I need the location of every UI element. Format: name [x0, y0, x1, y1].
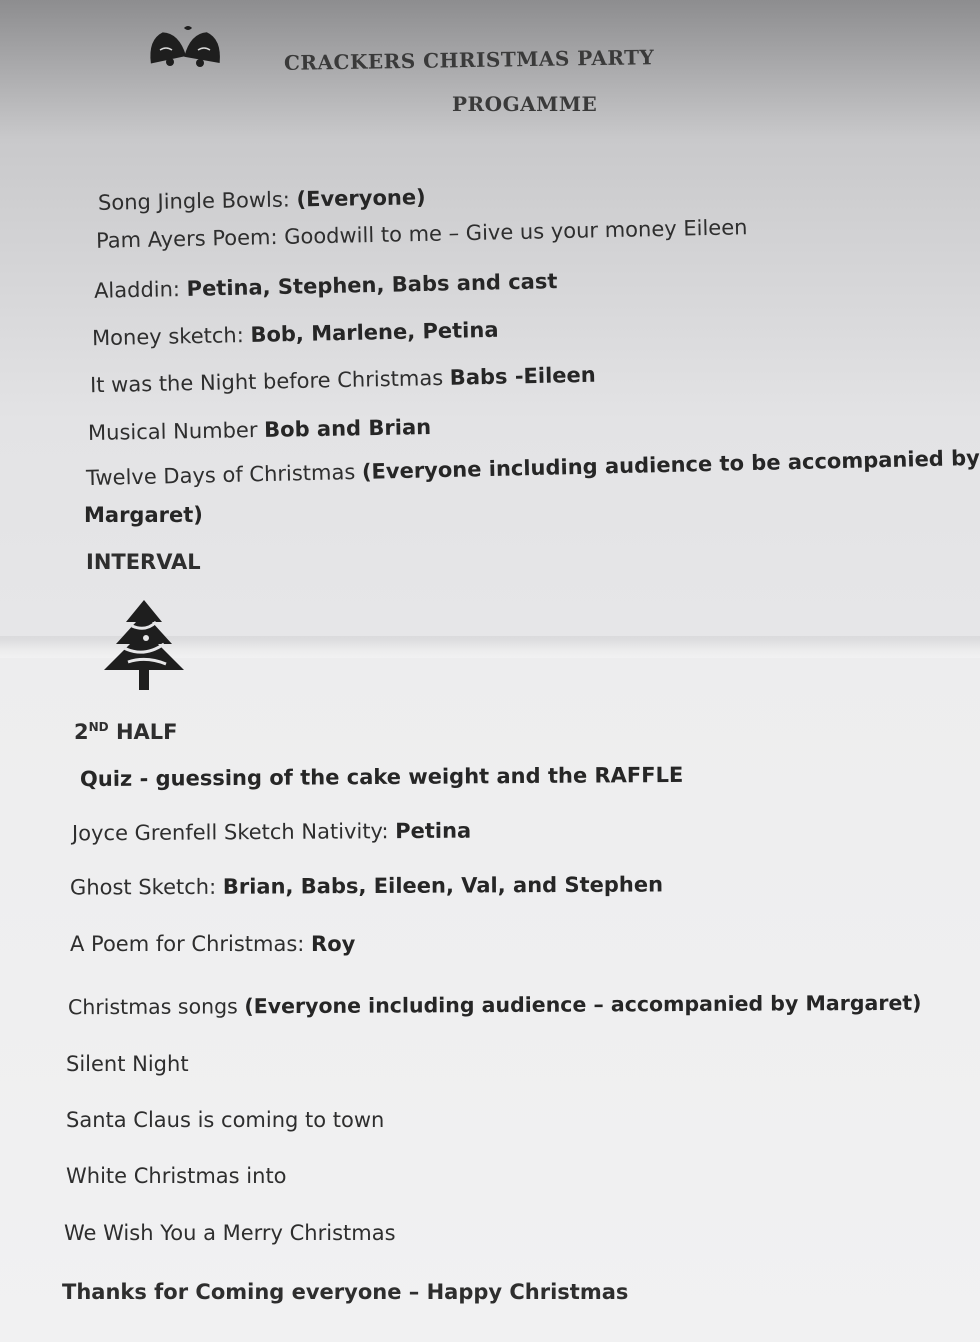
page-subtitle: PROGAMME [452, 92, 598, 116]
list-item: Pam Ayers Poem: Goodwill to me – Give us your money Eileen [95, 215, 748, 253]
list-item: Twelve Days of Christmas (Everyone including audience to be accompanied by [85, 445, 980, 491]
second-half-heading: 2ND HALF [74, 720, 178, 744]
list-item: It was the Night before Christmas Babs -Eileen [89, 362, 596, 398]
list-item: Joyce Grenfell Sketch Nativity: Petina [71, 818, 472, 846]
page-title: CRACKERS CHRISTMAS PARTY [283, 45, 655, 75]
christmas-bells-icon [140, 22, 232, 68]
list-item: Christmas songs (Everyone including audience – accompanied by Margaret) [67, 990, 922, 1020]
list-item: We Wish You a Merry Christmas [64, 1221, 396, 1245]
list-item: Ghost Sketch: Brian, Babs, Eileen, Val, and Stephen [69, 872, 664, 900]
list-item: Margaret) [84, 503, 203, 527]
list-item: Money sketch: Bob, Marlene, Petina [91, 317, 499, 351]
closing-message: Thanks for Coming everyone – Happy Christmas [62, 1280, 629, 1304]
list-item: Santa Claus is coming to town [66, 1108, 385, 1132]
interval-label: INTERVAL [86, 550, 201, 574]
christmas-tree-icon [102, 600, 186, 692]
list-item: A Poem for Christmas: Roy [70, 932, 356, 956]
list-item: Quiz - guessing of the cake weight and the RAFFLE [79, 762, 684, 792]
list-item: Aladdin: Petina, Stephen, Babs and cast [93, 269, 558, 303]
list-item: Musical Number Bob and Brian [87, 415, 432, 445]
list-item: White Christmas into [66, 1164, 287, 1188]
list-item: Song Jingle Bowls: (Everyone) [97, 185, 426, 215]
list-item: Silent Night [66, 1052, 189, 1076]
